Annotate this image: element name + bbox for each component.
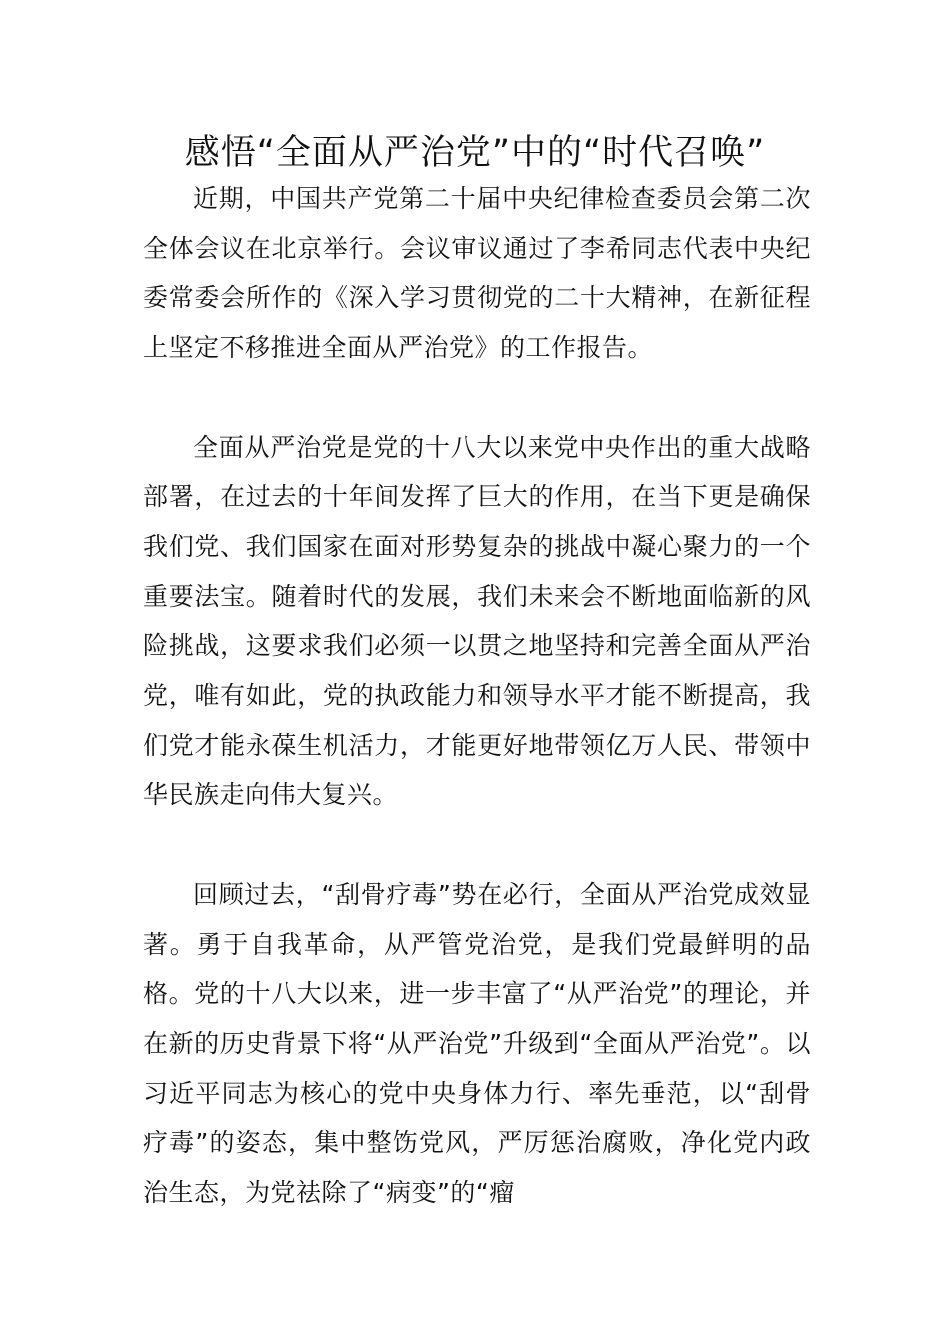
paragraph-1: 近期，中国共产党第二十届中央纪律检查委员会第二次全体会议在北京举行。会议审议通过了李希同志代表中央纪委常委会所作的《深入学习贯彻党的二十大精神，在新征程上坚定不移推进全面从严治党》的工作报告。 — [143, 184, 811, 363]
paragraph-3: 回顾过去，“刮骨疗毒”势在必行，全面从严治党成效显著。勇于自我革命，从严管党治党，是我们党最鲜明的品格。党的十八大以来，进一步丰富了“从严治党”的理论，并在新的历史背景下将“从严治党”升级到“全面从严治党”。以习近平同志为核心的党中央身体力行、率先垂范，以“刮骨疗毒”的姿态，集中整饬党风，严厉惩治腐败，净化党内政治生态，为党祛除了“病变”的“瘤 — [143, 879, 811, 1208]
paragraph-2: 全面从严治党是党的十八大以来党中央作出的重大战略部署，在过去的十年间发挥了巨大的作用，在当下更是确保我们党、我们国家在面对形势复杂的挑战中凝心聚力的一个重要法宝。随着时代的发展，我们未来会不断地面临新的风险挑战，这要求我们必须一以贯之地坚持和完善全面从严治党，唯有如此，党的执政能力和领导水平才能不断提高，我们党才能永葆生机活力，才能更好地带领亿万人民、带领中华民族走向伟大复兴。 — [143, 432, 811, 810]
document-body — [143, 174, 811, 1218]
document-title: 感悟“全面从严治党”中的“时代召唤” — [184, 133, 766, 173]
